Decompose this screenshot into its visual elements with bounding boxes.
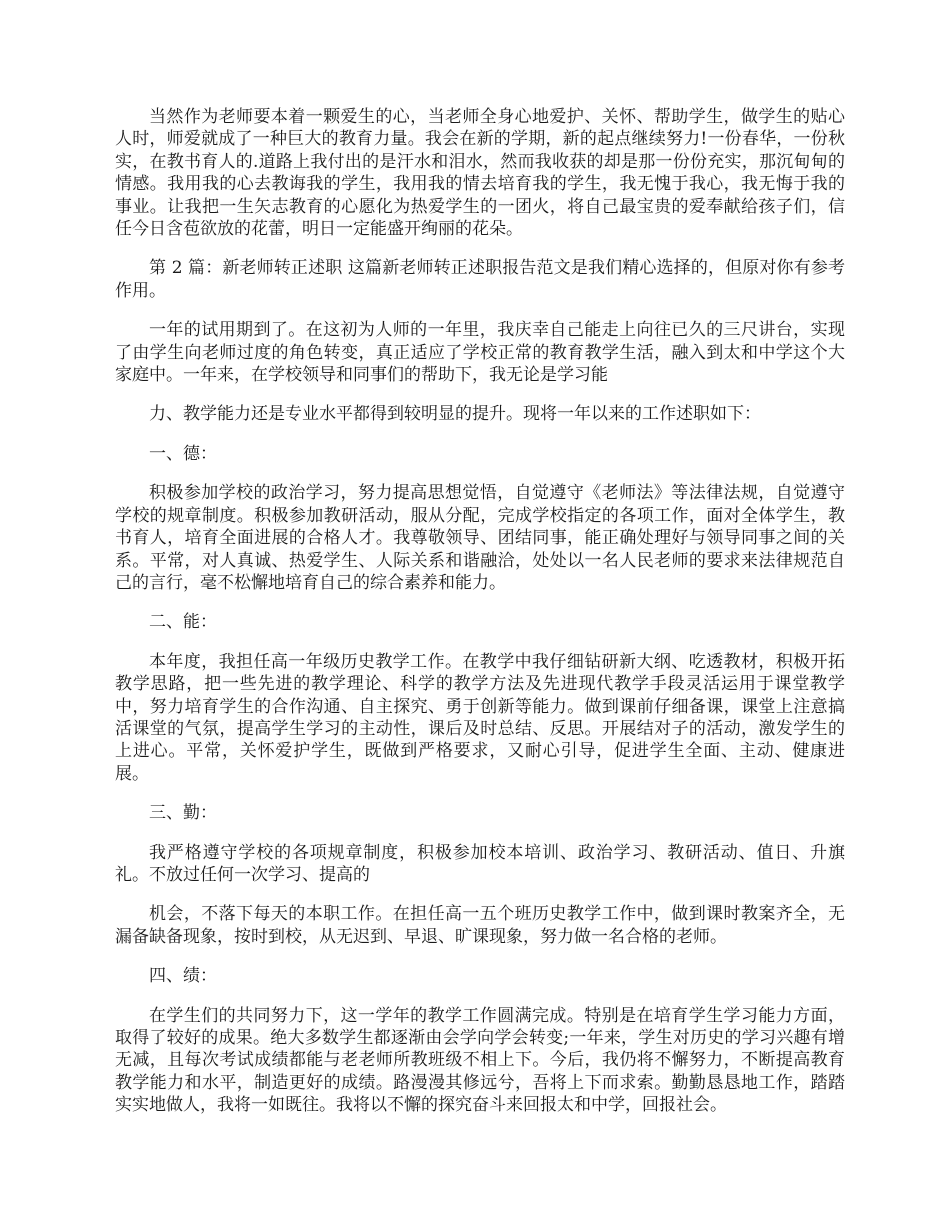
document-page: [115, 106, 845, 1134]
section-heading-morality: 一、德：: [149, 443, 217, 464]
paragraph-probation-intro: 一年的试用期到了。在这初为人师的一年里，我庆幸自己能走上向往已久的三尺讲台，实现了由学生向老师过度的角色转变，真正适应了学校正常的教育教学生活，融入到太和中学这个大家庭中。一年来，在学校领导和同事们的帮助下，我无论是学习能: [115, 320, 845, 386]
paragraph-closing-reflection: 当然作为老师要本着一颗爱生的心，当老师全身心地爱护、关怀、帮助学生，做学生的贴心人时，师爱就成了一种巨大的教育力量。我会在新的学期，新的起点继续努力!一份春华，一份秋实，在教书育人的.道路上我付出的是汗水和泪水，然而我收获的却是那一份份充实，那沉甸甸的情感。我用我的心去教诲我的学生，我用我的情去培育我的学生，我无愧于我心，我无悔于我的事业。让我把一生矢志教育的心愿化为热爱学生的一团火，将自己最宝贵的爱奉献给孩子们，信任今日含苞欲放的花蕾，明日一定能盛开绚丽的花朵。: [115, 107, 845, 240]
paragraph-article-2-intro: 第 2 篇：新老师转正述职 这篇新老师转正述职报告范文是我们精心选择的，但原对你有参考作用。: [115, 258, 845, 301]
paragraph-achievement: 在学生们的共同努力下，这一学年的教学工作圆满完成。特别是在培育学生学习能力方面，取得了较好的成果。绝大多数学生都逐渐由会学向学会转变;一年来，学生对历史的学习兴趣有增无减，且每次考试成绩都能与老老师所教班级不相上下。今后，我仍将不懈努力，不断提高教育教学能力和水平，制造更好的成绩。路漫漫其修远兮，吾将上下而求索。勤勤恳恳地工作，踏踏实实地做人，我将一如既往。我将以不懈的探究奋斗来回报太和中学，回报社会。: [115, 1005, 845, 1116]
section-heading-achievement: 四、绩：: [149, 966, 217, 987]
section-heading-diligence: 三、勤：: [149, 803, 217, 824]
paragraph-diligence-continued: 机会，不落下每天的本职工作。在担任高一五个班历史教学工作中，做到课时教案齐全，无漏备缺备现象，按时到校，从无迟到、早退、旷课现象，努力做一名合格的老师。: [115, 904, 845, 947]
paragraph-morality: 积极参加学校的政治学习，努力提高思想觉悟，自觉遵守《老师法》等法律法规，自觉遵守学校的规章制度。积极参加教研活动，服从分配，完成学校指定的各项工作，面对全体学生，教书育人，培育全面进展的合格人才。我尊敬领导、团结同事，能正确处理好与领导同事之间的关系。平常，对人真诚、热爱学生、人际关系和谐融洽，处处以一名人民老师的要求来法律规范自己的言行，毫不松懈地培育自己的综合素养和能力。: [115, 483, 845, 593]
section-heading-ability: 二、能：: [149, 612, 217, 633]
paragraph-probation-continued: 力、教学能力还是专业水平都得到较明显的提升。现将一年以来的工作述职如下：: [149, 404, 761, 425]
paragraph-diligence: 我严格遵守学校的各项规章制度，积极参加校本培训、政治学习、教研活动、值日、升旗礼。不放过任何一次学习、提高的: [115, 842, 845, 885]
paragraph-ability: 本年度，我担任高一年级历史教学工作。在教学中我仔细钻研新大纲、吃透教材，积极开拓教学思路，把一些先进的教学理论、科学的教学方法及先进现代教学手段灵活运用于课堂教学中，努力培育学生的合作沟通、自主探究、勇于创新等能力。做到课前仔细备课，课堂上注意搞活课堂的气氛，提高学生学习的主动性，课后及时总结、反思。开展结对子的活动，激发学生的上进心。平常，关怀爱护学生，既做到严格要求，又耐心引导，促进学生全面、主动、健康进展。: [115, 651, 845, 784]
